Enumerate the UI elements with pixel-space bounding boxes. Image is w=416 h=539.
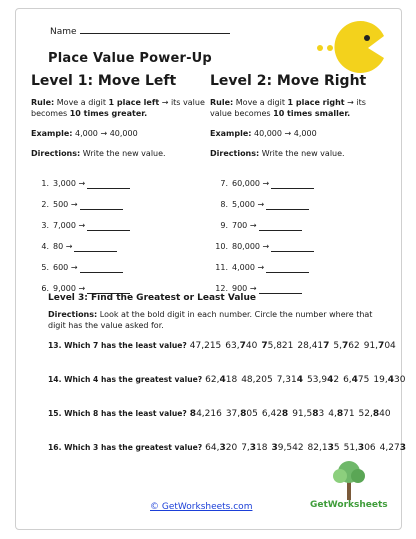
answer-blank[interactable]: [266, 264, 309, 273]
bold-digit: 4: [351, 375, 358, 385]
item-value: 600 →: [53, 263, 78, 272]
bold-digit: 7: [239, 341, 246, 351]
number-part: 48,205: [241, 375, 273, 385]
bold-digit: 3: [327, 443, 334, 453]
number-part: 6,42: [261, 409, 282, 419]
pellet-2: [327, 45, 333, 51]
bold-digit: 7: [378, 341, 385, 351]
question-text: 14. Which 4 has the greatest value?: [48, 375, 203, 384]
rule-text: → its value becomes: [31, 98, 205, 118]
directions-text: Look at the bold digit in each number. Circle the number where that digit has the value asked for.: [48, 310, 373, 330]
answer-blank[interactable]: [271, 243, 314, 252]
question-row: [48, 409, 395, 419]
item-number: 2.: [41, 200, 49, 209]
number-part: 9,542: [277, 443, 304, 453]
number-part: 64,: [205, 443, 220, 453]
answer-blank[interactable]: [74, 243, 117, 252]
number-part: 40: [245, 341, 258, 351]
number-part: 51,: [343, 443, 358, 453]
item-value: 3,000 →: [53, 179, 86, 188]
number-part: 75: [357, 375, 370, 385]
number-part: 6,: [343, 375, 352, 385]
pellet-1: [317, 45, 323, 51]
bold-digit: 3: [399, 443, 406, 453]
number-choice[interactable]: [277, 375, 303, 385]
answer-item: [31, 189, 206, 210]
question-text: 13. Which 7 has the least value?: [48, 341, 187, 350]
bold-digit: 8: [372, 409, 380, 419]
answer-item: [210, 168, 385, 189]
rule-emphasis: 1 place right: [287, 98, 345, 107]
item-number: 12.: [215, 284, 228, 293]
answer-item: [31, 210, 206, 231]
number-choice[interactable]: [333, 341, 359, 351]
name-label: Name: [50, 27, 77, 37]
number-choices: [205, 375, 409, 385]
number-choice[interactable]: [373, 375, 405, 385]
item-number: 1.: [41, 179, 49, 188]
bold-digit: 4: [387, 375, 394, 385]
number-part: 82,1: [307, 443, 328, 453]
number-part: 5,: [333, 341, 342, 351]
answer-blank[interactable]: [87, 180, 130, 189]
number-choice[interactable]: [190, 409, 222, 419]
tree-icon: [310, 458, 390, 502]
level2-directions: [210, 148, 385, 159]
number-choice[interactable]: [205, 443, 237, 453]
bold-digit: 4: [296, 375, 304, 385]
bold-digit: 7: [342, 341, 349, 351]
directions-text: Write the new value.: [80, 149, 166, 158]
directions-label: Directions:: [31, 149, 81, 158]
bold-digit: 4: [219, 375, 226, 385]
answer-blank[interactable]: [259, 222, 302, 231]
number-choices: [190, 409, 395, 419]
number-choice[interactable]: [226, 409, 258, 419]
number-part: 05: [246, 409, 258, 419]
item-number: 4.: [41, 242, 49, 251]
item-number: 5.: [41, 263, 49, 272]
rule-emphasis: 10 times smaller.: [273, 109, 351, 118]
bold-digit: 7: [261, 341, 268, 351]
level1-items: [31, 168, 206, 294]
name-blank-line[interactable]: [80, 25, 230, 34]
item-value: 80,000 →: [232, 242, 270, 251]
number-choice[interactable]: [328, 409, 354, 419]
item-number: 10.: [215, 242, 228, 251]
level2-rule: [210, 97, 385, 119]
getworksheets-logo: [310, 458, 390, 520]
number-choice[interactable]: [308, 443, 340, 453]
number-part: 37,: [225, 409, 241, 419]
example-label: Example:: [31, 129, 73, 138]
bold-digit: 8: [240, 409, 247, 419]
number-choice[interactable]: [297, 341, 329, 351]
number-choices: [190, 341, 400, 351]
number-choice[interactable]: [272, 443, 304, 453]
level1-section: [31, 73, 206, 294]
bold-digit: 7: [323, 341, 330, 351]
answer-item: [31, 273, 206, 294]
bold-digit: 8: [312, 409, 319, 419]
item-number: 9.: [220, 221, 228, 230]
directions-label: Directions:: [210, 149, 260, 158]
number-choice[interactable]: [205, 375, 237, 385]
answer-item: [31, 168, 206, 189]
item-number: 8.: [220, 200, 228, 209]
directions-label: Directions:: [48, 310, 98, 319]
number-part: 20: [225, 443, 238, 453]
number-part: 91,: [363, 341, 379, 351]
number-part: 2: [333, 375, 340, 385]
level2-items: [210, 168, 385, 294]
number-choice[interactable]: [380, 443, 406, 453]
number-choice[interactable]: [307, 375, 339, 385]
item-number: 11.: [215, 263, 228, 272]
answer-item: [210, 189, 385, 210]
level2-section: [210, 73, 385, 294]
answer-item: [31, 231, 206, 252]
number-part: 5,821: [267, 341, 294, 351]
bold-digit: 3: [219, 443, 226, 453]
question-row: [48, 443, 410, 453]
number-choices: [205, 443, 410, 453]
number-part: 52,: [358, 409, 373, 419]
page-title: Place Value Power-Up: [48, 51, 212, 66]
number-part: 06: [364, 443, 376, 453]
rule-text: Move a digit: [233, 98, 288, 107]
item-value: 80 →: [53, 242, 73, 251]
number-choice[interactable]: [190, 341, 222, 351]
directions-text: Write the new value.: [259, 149, 345, 158]
answer-blank[interactable]: [271, 180, 314, 189]
number-part: 5: [333, 443, 340, 453]
number-part: 4,216: [196, 409, 222, 419]
number-part: 7,: [241, 443, 250, 453]
item-value: 700 →: [232, 221, 257, 230]
number-choice[interactable]: [261, 341, 293, 351]
item-number: 7.: [220, 179, 228, 188]
number-part: 71: [343, 409, 355, 419]
question-text: 16. Which 3 has the greatest value?: [48, 443, 203, 452]
number-part: 28,41: [297, 341, 324, 351]
bold-digit: 8: [189, 409, 197, 419]
number-part: 3: [318, 409, 325, 419]
number-choice[interactable]: [343, 375, 369, 385]
number-part: 4,: [328, 409, 337, 419]
item-number: 3.: [41, 221, 49, 230]
example-text: 40,000 → 4,000: [251, 129, 317, 138]
item-value: 9,000 →: [53, 284, 86, 293]
example-text: 4,000 → 40,000: [72, 129, 138, 138]
answer-item: [210, 273, 385, 294]
item-value: 900 →: [232, 284, 257, 293]
question-row: [48, 341, 400, 351]
logo-text: [310, 500, 388, 510]
level2-example: [210, 128, 385, 139]
answer-blank[interactable]: [259, 285, 302, 294]
number-part: 04: [384, 341, 396, 351]
number-part: 40: [379, 409, 391, 419]
rule-text: Move a digit: [54, 98, 109, 107]
level1-directions: [31, 148, 206, 159]
item-number: 6.: [41, 284, 49, 293]
answer-blank[interactable]: [80, 201, 123, 210]
level3-directions: [48, 309, 378, 331]
answer-blank[interactable]: [80, 264, 123, 273]
item-value: 7,000 →: [53, 221, 86, 230]
number-part: 47,215: [189, 341, 222, 351]
number-part: 63,: [225, 341, 240, 351]
question-text: 15. Which 8 has the least value?: [48, 409, 187, 418]
answer-item: [210, 210, 385, 231]
item-value: 60,000 →: [232, 179, 270, 188]
number-choice[interactable]: [344, 443, 376, 453]
number-choice[interactable]: [262, 409, 288, 419]
answer-blank[interactable]: [87, 222, 130, 231]
number-part: 18: [225, 375, 238, 385]
rule-label: Rule:: [31, 98, 55, 107]
rule-emphasis: 10 times greater.: [69, 109, 148, 118]
bold-digit: 3: [249, 443, 257, 453]
level2-heading: Level 2: Move Right: [210, 73, 367, 89]
number-choice[interactable]: [359, 409, 391, 419]
answer-blank[interactable]: [266, 201, 309, 210]
number-choice[interactable]: [292, 409, 324, 419]
number-part: 19,: [373, 375, 388, 385]
number-choice[interactable]: [364, 341, 396, 351]
pacman-body: [334, 21, 384, 73]
level3-heading: Level 3: Find the Greatest or Least Value: [48, 293, 256, 303]
item-value: 5,000 →: [232, 200, 265, 209]
bold-digit: 3: [271, 443, 278, 453]
number-part: 4,27: [379, 443, 400, 453]
level1-rule: [31, 97, 206, 119]
bold-digit: 3: [357, 443, 365, 453]
copyright-link[interactable]: © GetWorksheets.com: [150, 502, 253, 512]
item-value: 500 →: [53, 200, 78, 209]
level1-heading: Level 1: Move Left: [31, 73, 177, 89]
number-part: 91,5: [292, 409, 313, 419]
name-field-row: [50, 25, 230, 37]
number-part: 53,9: [307, 375, 328, 385]
question-row: [48, 375, 409, 385]
answer-item: [210, 252, 385, 273]
number-choice[interactable]: [241, 375, 273, 385]
rule-label: Rule:: [210, 98, 234, 107]
example-label: Example:: [210, 129, 252, 138]
answer-item: [210, 231, 385, 252]
bold-digit: 4: [327, 375, 334, 385]
pacman-eye: [364, 35, 370, 41]
rule-text: → its value becomes: [210, 98, 366, 118]
number-part: 62: [348, 341, 360, 351]
answer-item: [31, 252, 206, 273]
number-part: 62,: [205, 375, 220, 385]
number-choice[interactable]: [241, 443, 267, 453]
bold-digit: 8: [281, 409, 289, 419]
number-choice[interactable]: [225, 341, 257, 351]
number-part: 30: [393, 375, 406, 385]
bold-digit: 8: [336, 409, 344, 419]
logo-wordmark: GetWorksheets: [310, 500, 388, 510]
item-value: 4,000 →: [232, 263, 265, 272]
number-part: 7,31: [276, 375, 297, 385]
level1-example: [31, 128, 206, 139]
rule-emphasis: 1 place left: [108, 98, 160, 107]
number-part: 18: [256, 443, 268, 453]
